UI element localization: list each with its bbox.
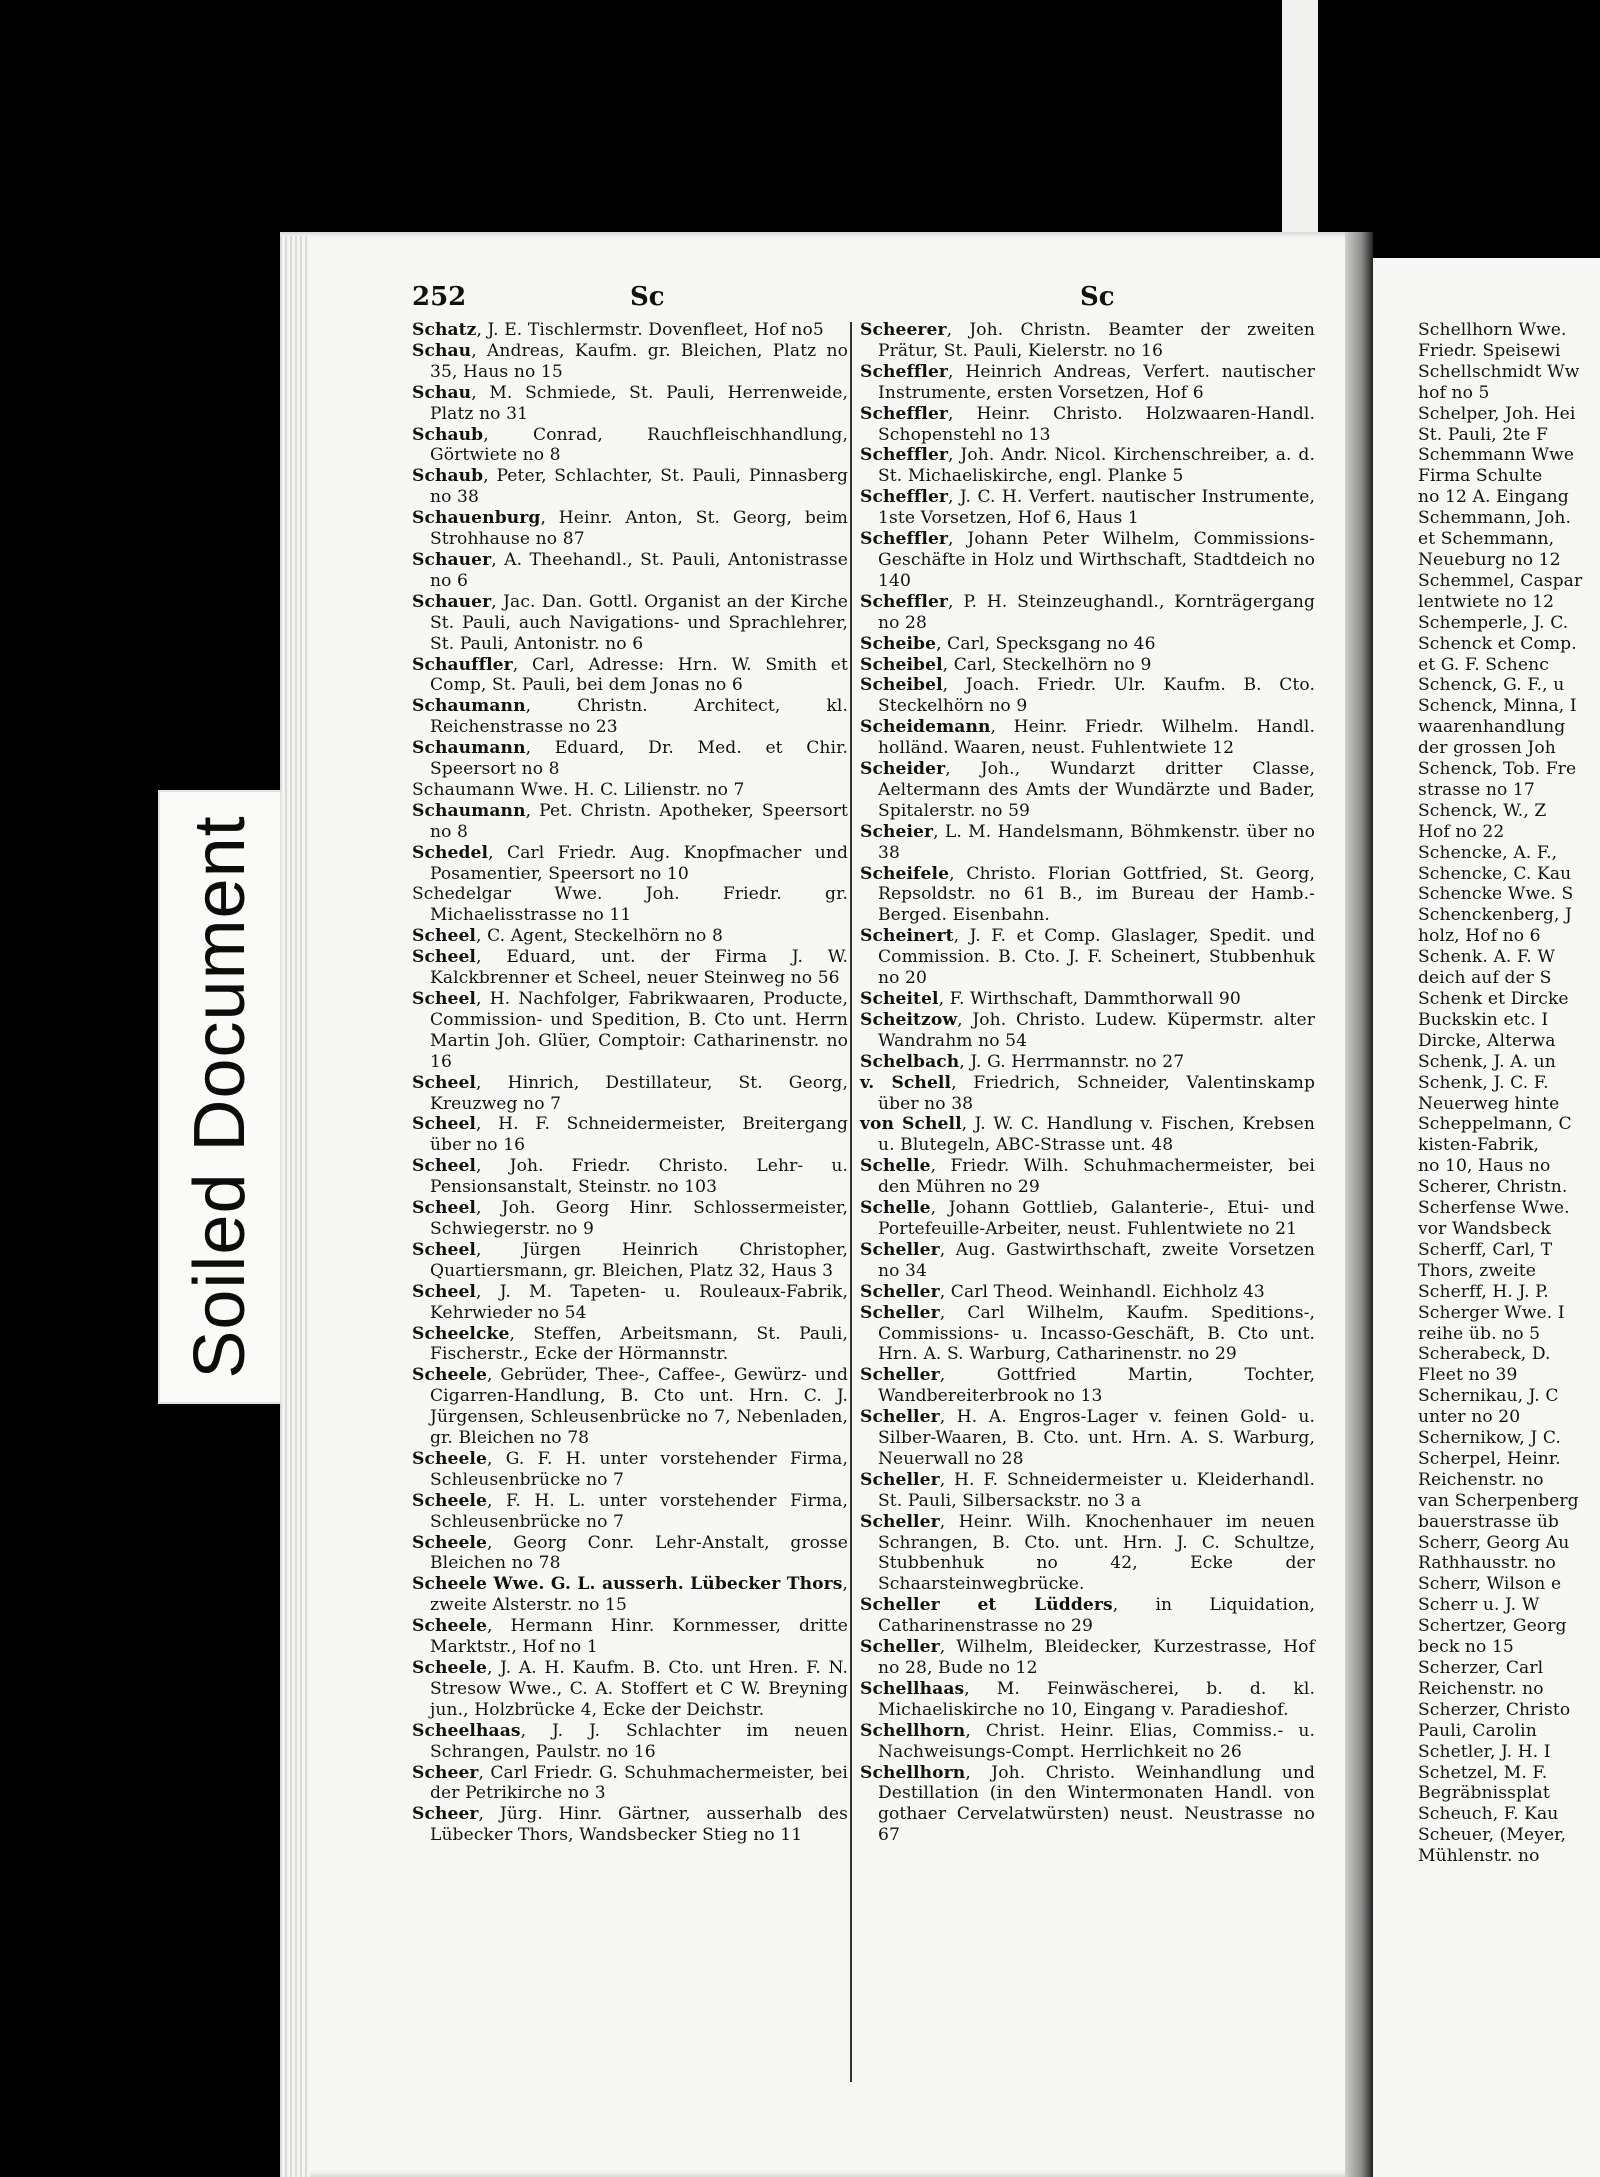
directory-entry: Scherger Wwe. I (1418, 1302, 1565, 1323)
directory-entry: Schencke, C. Kau (1418, 863, 1572, 884)
directory-entry: Scheller, Carl Wilhelm, Kaufm. Speditions-, Commissions- u. Incasso-Geschäft, B. Cto unt. Hrn. A. S. Warburg, Catharinenstr. no 29 (860, 1302, 1315, 1365)
directory-entry: Scherfense Wwe. (1418, 1198, 1570, 1219)
directory-entry: et Schemmann, (1418, 529, 1555, 550)
directory-entry: Schenckenberg, J (1418, 905, 1572, 926)
directory-entry: Schencke Wwe. S (1418, 884, 1574, 905)
directory-entry: Scheinert, J. F. et Comp. Glaslager, Spedit. und Commission. B. Cto. J. F. Scheinert, Stubbenhuk no 20 (860, 926, 1315, 989)
directory-entry: Schenck, W., Z (1418, 800, 1547, 821)
directory-entry: Scheller, H. F. Schneidermeister u. Kleiderhandl. St. Pauli, Silbersackstr. no 3 a (860, 1469, 1315, 1511)
directory-entry: Scheerer, Joh. Christn. Beamter der zweiten Prätur, St. Pauli, Kielerstr. no 16 (860, 320, 1315, 361)
directory-entry: Scherff, Carl, T (1418, 1239, 1553, 1260)
directory-entry: Scherr, Wilson e (1418, 1574, 1562, 1595)
column-c (1418, 320, 1600, 1867)
directory-entry: Scheidemann, Heinr. Friedr. Wilhelm. Handl. holländ. Waaren, neust. Fuhlentwiete 12 (860, 717, 1315, 759)
directory-entry: Schetler, J. H. I (1418, 1741, 1551, 1762)
side-label (158, 790, 282, 1404)
directory-entry: Scheer, Carl Friedr. G. Schuhmachermeister, bei der Petrikirche no 3 (412, 1762, 848, 1804)
directory-entry: Schauer, A. Theehandl., St. Pauli, Antonistrasse no 6 (412, 549, 848, 591)
directory-entry: holz, Hof no 6 (1418, 926, 1541, 947)
directory-entry: Reichenstr. no (1418, 1469, 1544, 1490)
directory-entry: unter no 20 (1418, 1407, 1521, 1428)
directory-entry: Schernikau, J. C (1418, 1386, 1559, 1407)
directory-entry: Rathhausstr. no (1418, 1553, 1556, 1574)
directory-entry: Scherr, Georg Au (1418, 1532, 1570, 1553)
directory-entry: Schellhorn Wwe. (1418, 320, 1567, 340)
directory-entry: Scheifele, Christo. Florian Gottfried, St. Georg, Repsoldstr. no 61 B., im Bureau der Hamb.-Berged. Eisenbahn. (860, 863, 1315, 926)
directory-entry: Hof no 22 (1418, 821, 1505, 842)
directory-entry: Scheelcke, Steffen, Arbeitsmann, St. Pauli, Fischerstr., Ecke der Hörmannstr. (412, 1323, 848, 1365)
column-b (860, 320, 1315, 1846)
directory-entry: Scherzer, Carl (1418, 1658, 1544, 1678)
directory-entry: Thors, zweite (1418, 1260, 1537, 1281)
directory-entry: Scheller, Aug. Gastwirthschaft, zweite Vorsetzen no 34 (860, 1239, 1315, 1281)
directory-entry: strasse no 17 (1418, 779, 1535, 800)
directory-entry: Friedr. Speisewi (1418, 340, 1561, 361)
header-right: Sc (1080, 282, 1115, 312)
directory-entry: Scheelhaas, J. J. Schlachter im neuen Schrangen, Paulstr. no 16 (412, 1720, 848, 1762)
directory-entry: der grossen Joh (1418, 738, 1556, 759)
directory-entry: Scheller, Heinr. Wilh. Knochenhauer im neuen Schrangen, B. Cto. unt. Hrn. J. C. Schultze, Stubbenhuk no 42, Ecke der Schaarsteinwegbrücke. (860, 1511, 1315, 1595)
directory-entry: v. Schell, Friedrich, Schneider, Valentinskamp über no 38 (860, 1072, 1315, 1114)
directory-entry: Scheel, Jürgen Heinrich Christopher, Quartiersmann, gr. Bleichen, Platz 32, Haus 3 (412, 1239, 848, 1281)
directory-entry: Schetzel, M. F. (1418, 1762, 1548, 1783)
directory-entry: Scheffler, Heinr. Christo. Holzwaaren-Handl. Schopenstehl no 13 (860, 403, 1315, 445)
directory-entry: van Scherpenberg (1418, 1490, 1579, 1511)
directory-entry: Scheele, J. A. H. Kaufm. B. Cto. unt Hren. F. N. Stresow Wwe., C. A. Stoffert et C W. Breyning jun., Holzbrücke 4, Ecke der Deichstr. (412, 1658, 848, 1720)
directory-entry: Schemmann, Joh. (1418, 508, 1571, 529)
directory-entry: Schenck et Comp. (1418, 633, 1577, 654)
directory-entry: Scheibe, Carl, Specksgang no 46 (860, 633, 1156, 654)
directory-entry: Buckskin etc. I (1418, 1009, 1549, 1030)
column-rule (850, 322, 852, 2082)
directory-entry: Schenck, G. F., u (1418, 675, 1565, 696)
directory-entry: Schellhorn, Joh. Christo. Weinhandlung und Destillation (in den Wintermonaten Handl. von gothaer Cervelatwürsten) neust. Neustrasse no 67 (860, 1762, 1315, 1846)
directory-entry: Fleet no 39 (1418, 1365, 1518, 1386)
directory-entry: bauerstrasse üb (1418, 1511, 1559, 1532)
directory-entry: Scheel, J. M. Tapeten- u. Rouleaux-Fabrik, Kehrwieder no 54 (412, 1281, 848, 1323)
directory-entry: Scheel, Joh. Friedr. Christo. Lehr- u. Pensionsanstalt, Steinstr. no 103 (412, 1156, 848, 1198)
directory-entry: Scherr u. J. W (1418, 1595, 1540, 1616)
directory-entry: Pauli, Carolin (1418, 1720, 1537, 1741)
directory-entry: Schedel, Carl Friedr. Aug. Knopfmacher und Posamentier, Speersort no 10 (412, 842, 848, 884)
directory-entry: Scheider, Joh., Wundarzt dritter Classe, Aeltermann des Amts der Wundärzte und Bader, Spitalerstr. no 59 (860, 759, 1315, 821)
directory-entry: Schemperle, J. C. (1418, 612, 1569, 633)
directory-entry: Schertzer, Georg (1418, 1616, 1567, 1637)
directory-entry: Schellhorn, Christ. Heinr. Elias, Commiss.- u. Nachweisungs-Compt. Herrlichkeit no 26 (860, 1720, 1315, 1762)
directory-entry: Schelle, Johann Gottlieb, Galanterie-, Etui- und Portefeuille-Arbeiter, neust. Fuhlentwiete no 21 (860, 1198, 1315, 1239)
directory-entry: Schaub, Conrad, Rauchfleischhandlung, Görtwiete no 8 (412, 424, 848, 466)
directory-entry: Schaumann, Pet. Christn. Apotheker, Speersort no 8 (412, 800, 848, 842)
directory-entry: Scheppelmann, C (1418, 1114, 1572, 1135)
directory-entry: Schau, M. Schmiede, St. Pauli, Herrenweide, Platz no 31 (412, 382, 848, 424)
directory-entry: Scheel, C. Agent, Steckelhörn no 8 (412, 926, 723, 947)
directory-entry: Scheller, Gottfried Martin, Tochter, Wandbereiterbrook no 13 (860, 1365, 1315, 1407)
directory-entry: Schelle, Friedr. Wilh. Schuhmachermeister, bei den Mühren no 29 (860, 1156, 1315, 1198)
directory-entry: Scherff, H. J. P. (1418, 1281, 1549, 1302)
directory-entry: deich auf der S (1418, 968, 1552, 989)
directory-entry: Scheller, Wilhelm, Bleidecker, Kurzestrasse, Hof no 28, Bude no 12 (860, 1637, 1315, 1678)
directory-entry: Schenk et Dircke (1418, 989, 1569, 1009)
directory-entry: Scheffler, P. H. Steinzeughandl., Kornträgergang no 28 (860, 591, 1315, 633)
directory-entry: vor Wandsbeck (1418, 1218, 1551, 1239)
directory-entry: Schatz, J. E. Tischlermstr. Dovenfleet, Hof no5 (412, 320, 824, 340)
directory-entry: Scheibel, Carl, Steckelhörn no 9 (860, 654, 1152, 675)
directory-entry: Schauer, Jac. Dan. Gottl. Organist an der Kirche St. Pauli, auch Navigations- und Sprachlehrer, St. Pauli, Antonistr. no 6 (412, 591, 848, 654)
directory-entry: no 10, Haus no (1418, 1156, 1551, 1177)
directory-entry: beck no 15 (1418, 1637, 1514, 1658)
directory-entry: Scheel, Hinrich, Destillateur, St. Georg, Kreuzweg no 7 (412, 1072, 848, 1114)
page-edge (280, 236, 310, 2177)
directory-entry: Schenck, Minna, I (1418, 696, 1577, 717)
directory-entry: Reichenstr. no (1418, 1678, 1544, 1699)
directory-entry: Schaub, Peter, Schlachter, St. Pauli, Pinnasberg no 38 (412, 466, 848, 508)
directory-entry: Neueburg no 12 (1418, 549, 1561, 570)
directory-entry: Scheier, L. M. Handelsmann, Böhmkenstr. über no 38 (860, 821, 1315, 863)
directory-entry: Schernikow, J C. (1418, 1428, 1561, 1449)
directory-entry: Scheuch, F. Kau (1418, 1804, 1559, 1825)
directory-entry: Scherabeck, D. (1418, 1344, 1551, 1365)
directory-entry: Scheitzow, Joh. Christo. Ludew. Küpermstr. alter Wandrahm no 54 (860, 1009, 1315, 1051)
directory-entry: Firma Schulte (1418, 466, 1543, 487)
directory-entry: Begräbnissplat (1418, 1783, 1550, 1804)
directory-entry: Schaumann, Eduard, Dr. Med. et Chir. Speersort no 8 (412, 738, 848, 780)
directory-entry: reihe üb. no 5 (1418, 1323, 1541, 1344)
dark-background (1282, 0, 1600, 232)
directory-entry: Schauffler, Carl, Adresse: Hrn. W. Smith et Comp, St. Pauli, bei dem Jonas no 6 (412, 654, 848, 696)
directory-entry: Scheele, Hermann Hinr. Kornmesser, dritte Marktstr., Hof no 1 (412, 1616, 848, 1658)
directory-entry: Scheele, G. F. H. unter vorstehender Firma, Schleusenbrücke no 7 (412, 1448, 848, 1490)
directory-entry: Scherzer, Christo (1418, 1699, 1571, 1720)
directory-entry: Scheele, F. H. L. unter vorstehender Firma, Schleusenbrücke no 7 (412, 1490, 848, 1532)
directory-entry: Scheibel, Joach. Friedr. Ulr. Kaufm. B. Cto. Steckelhörn no 9 (860, 675, 1315, 717)
directory-entry: Schenk. A. F. W (1418, 947, 1555, 968)
directory-entry: von Schell, J. W. C. Handlung v. Fischen, Krebsen u. Blutegeln, ABC-Strasse unt. 48 (860, 1114, 1315, 1156)
book-gutter (1345, 232, 1373, 2177)
directory-entry: Scheele, Georg Conr. Lehr-Anstalt, grosse Bleichen no 78 (412, 1532, 848, 1574)
directory-entry: Mühlenstr. no (1418, 1846, 1540, 1867)
header-left: Sc (630, 282, 665, 312)
directory-entry: Schellschmidt Ww (1418, 361, 1580, 382)
directory-entry: Scheffler, J. C. H. Verfert. nautischer Instrumente, 1ste Vorsetzen, Hof 6, Haus 1 (860, 487, 1315, 529)
side-label-text: Soiled Document (180, 815, 260, 1379)
column-a (412, 320, 848, 1846)
directory-entry: Scheitel, F. Wirthschaft, Dammthorwall 90 (860, 989, 1241, 1009)
directory-entry: Scheller, Carl Theod. Weinhandl. Eichholz 43 (860, 1281, 1265, 1302)
directory-entry: Scheffler, Johann Peter Wilhelm, Commissions-Geschäfte in Holz und Wirthschaft, Stadtdeich no 140 (860, 529, 1315, 591)
directory-entry: Dircke, Alterwa (1418, 1030, 1556, 1051)
directory-entry: Scheffler, Heinrich Andreas, Verfert. nautischer Instrumente, ersten Vorsetzen, Hof 6 (860, 361, 1315, 403)
directory-entry: Schelper, Joh. Hei (1418, 403, 1576, 424)
directory-entry: Scheller, H. A. Engros-Lager v. feinen Gold- u. Silber-Waaren, B. Cto. unt. Hrn. A. S. Warburg, Neuerwall no 28 (860, 1407, 1315, 1469)
directory-entry: Schenck, Tob. Fre (1418, 759, 1577, 780)
page-strip (1282, 0, 1318, 232)
directory-entry: Scheel, Eduard, unt. der Firma J. W. Kalckbrenner et Scheel, neuer Steinweg no 56 (412, 947, 848, 989)
directory-entry: Schaumann Wwe. H. C. Lilienstr. no 7 (412, 779, 745, 800)
directory-entry: Scheuer, (Meyer, (1418, 1825, 1567, 1846)
directory-entry: Scheffler, Joh. Andr. Nicol. Kirchenschreiber, a. d. St. Michaeliskirche, engl. Planke 5 (860, 445, 1315, 487)
directory-entry: Schau, Andreas, Kaufm. gr. Bleichen, Platz no 35, Haus no 15 (412, 340, 848, 382)
directory-entry: Scheel, H. Nachfolger, Fabrikwaaren, Producte, Commission- und Spedition, B. Cto unt. Herrn Martin Joh. Glüer, Comptoir: Catharinenstr. no 16 (412, 989, 848, 1072)
directory-entry: Schenk, J. C. F. (1418, 1072, 1549, 1093)
directory-entry: Schemmann Wwe (1418, 445, 1575, 466)
directory-entry: Scheel, Joh. Georg Hinr. Schlossermeister, Schwiegerstr. no 9 (412, 1198, 848, 1239)
directory-entry: Scherpel, Heinr. (1418, 1448, 1561, 1469)
directory-entry: Schemmel, Caspar (1418, 570, 1583, 591)
directory-entry: Scheele Wwe. G. L. ausserh. Lübecker Thors, zweite Alsterstr. no 15 (412, 1574, 848, 1616)
directory-entry: St. Pauli, 2te F (1418, 424, 1548, 445)
directory-entry: Scherer, Christn. (1418, 1177, 1568, 1198)
directory-entry: no 12 A. Eingang (1418, 487, 1569, 508)
directory-entry: Scheller et Lüdders, in Liquidation, Catharinenstrasse no 29 (860, 1595, 1315, 1637)
directory-entry: waarenhandlung (1418, 717, 1566, 738)
directory-entry: Schaumann, Christn. Architect, kl. Reichenstrasse no 23 (412, 696, 848, 738)
directory-entry: Neuerweg hinte (1418, 1093, 1560, 1114)
directory-entry: kisten-Fabrik, (1418, 1135, 1540, 1156)
directory-entry: Schedelgar Wwe. Joh. Friedr. gr. Michaelisstrasse no 11 (412, 884, 848, 926)
directory-entry: Schenk, J. A. un (1418, 1051, 1556, 1072)
page-number: 252 (412, 282, 467, 312)
directory-entry: Schelbach, J. G. Herrmannstr. no 27 (860, 1051, 1185, 1072)
directory-entry: Schencke, A. F., (1418, 842, 1558, 863)
directory-entry: Scheel, H. F. Schneidermeister, Breitergang über no 16 (412, 1114, 848, 1156)
directory-entry: Schellhaas, M. Feinwäscherei, b. d. kl. Michaeliskirche no 10, Eingang v. Paradieshof. (860, 1678, 1315, 1720)
directory-entry: lentwiete no 12 (1418, 591, 1555, 612)
directory-entry: Scheer, Jürg. Hinr. Gärtner, ausserhalb des Lübecker Thors, Wandsbecker Stieg no 11 (412, 1804, 848, 1846)
directory-entry: Scheele, Gebrüder, Thee-, Caffee-, Gewürz- und Cigarren-Handlung, B. Cto unt. Hrn. C. J. Jürgensen, Schleusenbrücke no 7, Nebenladen, gr. Bleichen no 78 (412, 1365, 848, 1449)
directory-entry: hof no 5 (1418, 382, 1490, 403)
directory-entry: et G. F. Schenc (1418, 654, 1549, 675)
directory-entry: Schauenburg, Heinr. Anton, St. Georg, beim Strohhause no 87 (412, 508, 848, 550)
